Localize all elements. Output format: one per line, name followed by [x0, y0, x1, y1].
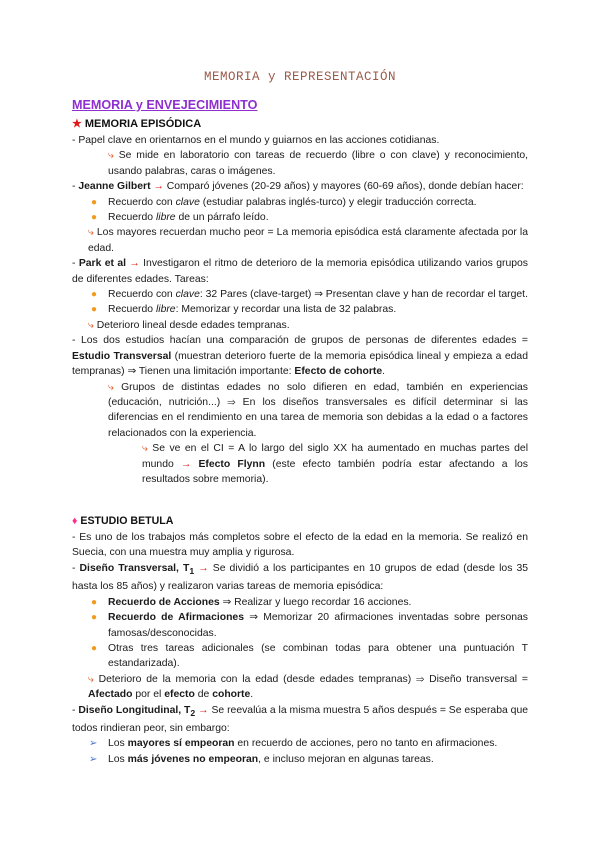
triangle-bullet-icon: ➢	[89, 753, 98, 765]
arrow-icon: →	[198, 562, 209, 574]
orange-dot-icon: ●	[91, 212, 98, 224]
episodic-block	[72, 133, 528, 487]
flynn-effect: ⤷ Se ve en el CI = A lo largo del siglo XX ha aumentado en muchas partes del mundo → Efecto Flynn (este efecto también podría estar afectando a los resultados sobre memoria).	[142, 443, 529, 485]
curved-arrow-icon: ⤷	[88, 673, 99, 685]
betula-long-bullet-2: ➢ Los más jóvenes no empeoran, e incluso mejoran en algunas tareas.	[72, 752, 528, 767]
document-title: MEMORIA y REPRESENTACIÓN	[203, 70, 397, 84]
arrow-icon: →	[198, 704, 209, 716]
star-icon: ★	[72, 118, 82, 130]
curved-arrow-icon: ⤷	[108, 381, 122, 393]
curved-arrow-icon: ⤷	[108, 150, 119, 162]
orange-dot-icon: ●	[91, 304, 98, 316]
park-result: ⤷ Deterioro lineal desde edades tempranas.	[88, 319, 290, 331]
betula-result: ⤷ Deterioro de la memoria con la edad (desde edades tempranas) ⇒ Diseño transversal = Afectado por el efecto de cohorte.	[88, 673, 528, 701]
orange-dot-icon: ●	[91, 596, 98, 608]
section-heading: MEMORIA y ENVEJECIMIENTO	[72, 98, 258, 112]
episodic-measure: ⤷ Se mide en laboratorio con tareas de recuerdo (libre o con clave) y reconocimiento, usando palabras, caras o imágenes.	[108, 150, 528, 177]
betula-bullet-2: ● Recuerdo de Afirmaciones ⇒ Memorizar 20 afirmaciones inventadas sobre personas famosas/desconocidas.	[91, 612, 528, 639]
park-bullet-1: ● Recuerdo con clave: 32 Pares (clave-target) ⇒ Presentan clave y han de recordar el target.	[72, 287, 528, 302]
episodic-heading: ★ MEMORIA EPISÓDICA	[72, 118, 202, 130]
betula-heading: ♦ ESTUDIO BETULA	[72, 515, 174, 527]
arrow-icon: →	[129, 258, 140, 270]
betula-intro: - Es uno de los trabajos más completos sobre el efecto de la edad en la memoria. Se realizó en Suecia, con una muestra muy amplia y rigurosa.	[72, 532, 528, 559]
arrow-icon: →	[153, 181, 164, 193]
betula-long-bullet-1: ➢ Los mayores sí empeoran en recuerdo de acciones, pero no tanto en afirmaciones.	[72, 736, 528, 751]
park-bullet-2: ● Recuerdo libre: Memorizar y recordar una lista de 32 palabras.	[72, 302, 528, 317]
betula-bullet-1: ● Recuerdo de Acciones ⇒ Realizar y luego recordar 16 acciones.	[72, 595, 528, 610]
betula-bullet-3: ● Otras tres tareas adicionales (se combinan todas para obtener una puntuación T estandarizada).	[91, 642, 528, 670]
betula-transversal: - Diseño Transversal, $T_1 \to Se$ dividió a los participantes en 10 grupos de edad (desde los 35 hasta los 85 años) y realizaron varias tareas de memoria episódica:	[72, 562, 529, 593]
gilbert-result: ⤷ Los mayores recuerdan mucho peor = La memoria episódica está claramente afectada por la edad.	[88, 227, 528, 254]
orange-dot-icon: ●	[91, 642, 98, 654]
park-line: - Park et al → Investigaron el ritmo de deterioro de la memoria episódica utilizando varios grupos de diferentes edades. Tareas:	[72, 258, 528, 285]
betula-longitudinal: - Diseño Longitudinal, $T_2 \to Se$ reevalúa a la misma muestra 5 años después = Se esperaba que todos rindieran peor, sin embargo:	[72, 704, 528, 735]
diamond-icon: ♦	[72, 515, 78, 527]
curved-arrow-icon: ⤷	[88, 319, 97, 331]
both-studies: - Los dos estudios hacían una comparación de grupos de personas de diferentes edades = Estudio Transversal (muestran deterioro fuerte de la memoria episódica lineal y empieza a edad tempranas) ⇒ Tienen una limitación importante: Efecto de cohorte.	[72, 335, 528, 378]
episodic-line-1: - Papel clave en orientarnos en el mundo y guiarnos en las acciones cotidianas.	[72, 135, 440, 146]
orange-dot-icon: ●	[91, 196, 98, 208]
orange-dot-icon: ●	[91, 289, 98, 301]
betula-block	[72, 530, 528, 767]
curved-arrow-icon: ⤷	[142, 443, 153, 455]
triangle-bullet-icon: ➢	[89, 738, 98, 750]
gilbert-bullet-2: ● Recuerdo libre de un párrafo leído.	[72, 210, 528, 225]
orange-dot-icon: ●	[91, 612, 98, 624]
groups-explanation: ⤷ Grupos de distintas edades no solo difieren en edad, también en experiencias (educación, nutrición...) ⇒ En los diseños transversales es difícil determinar si las diferencias en el rendimiento en una tarea de memoria son debidas a la edad o a factores relacionados con la experiencia.	[108, 381, 528, 439]
gilbert-bullet-1: ● Recuerdo con clave (estudiar palabras inglés-turco) y elegir traducción correcta.	[72, 195, 528, 210]
curved-arrow-icon: ⤷	[88, 227, 97, 239]
gilbert-line: - Jeanne Gilbert → Comparó jóvenes (20-29 años) y mayores (60-69 años), donde debían hacer:	[72, 181, 524, 193]
arrow-icon: →	[180, 458, 192, 470]
